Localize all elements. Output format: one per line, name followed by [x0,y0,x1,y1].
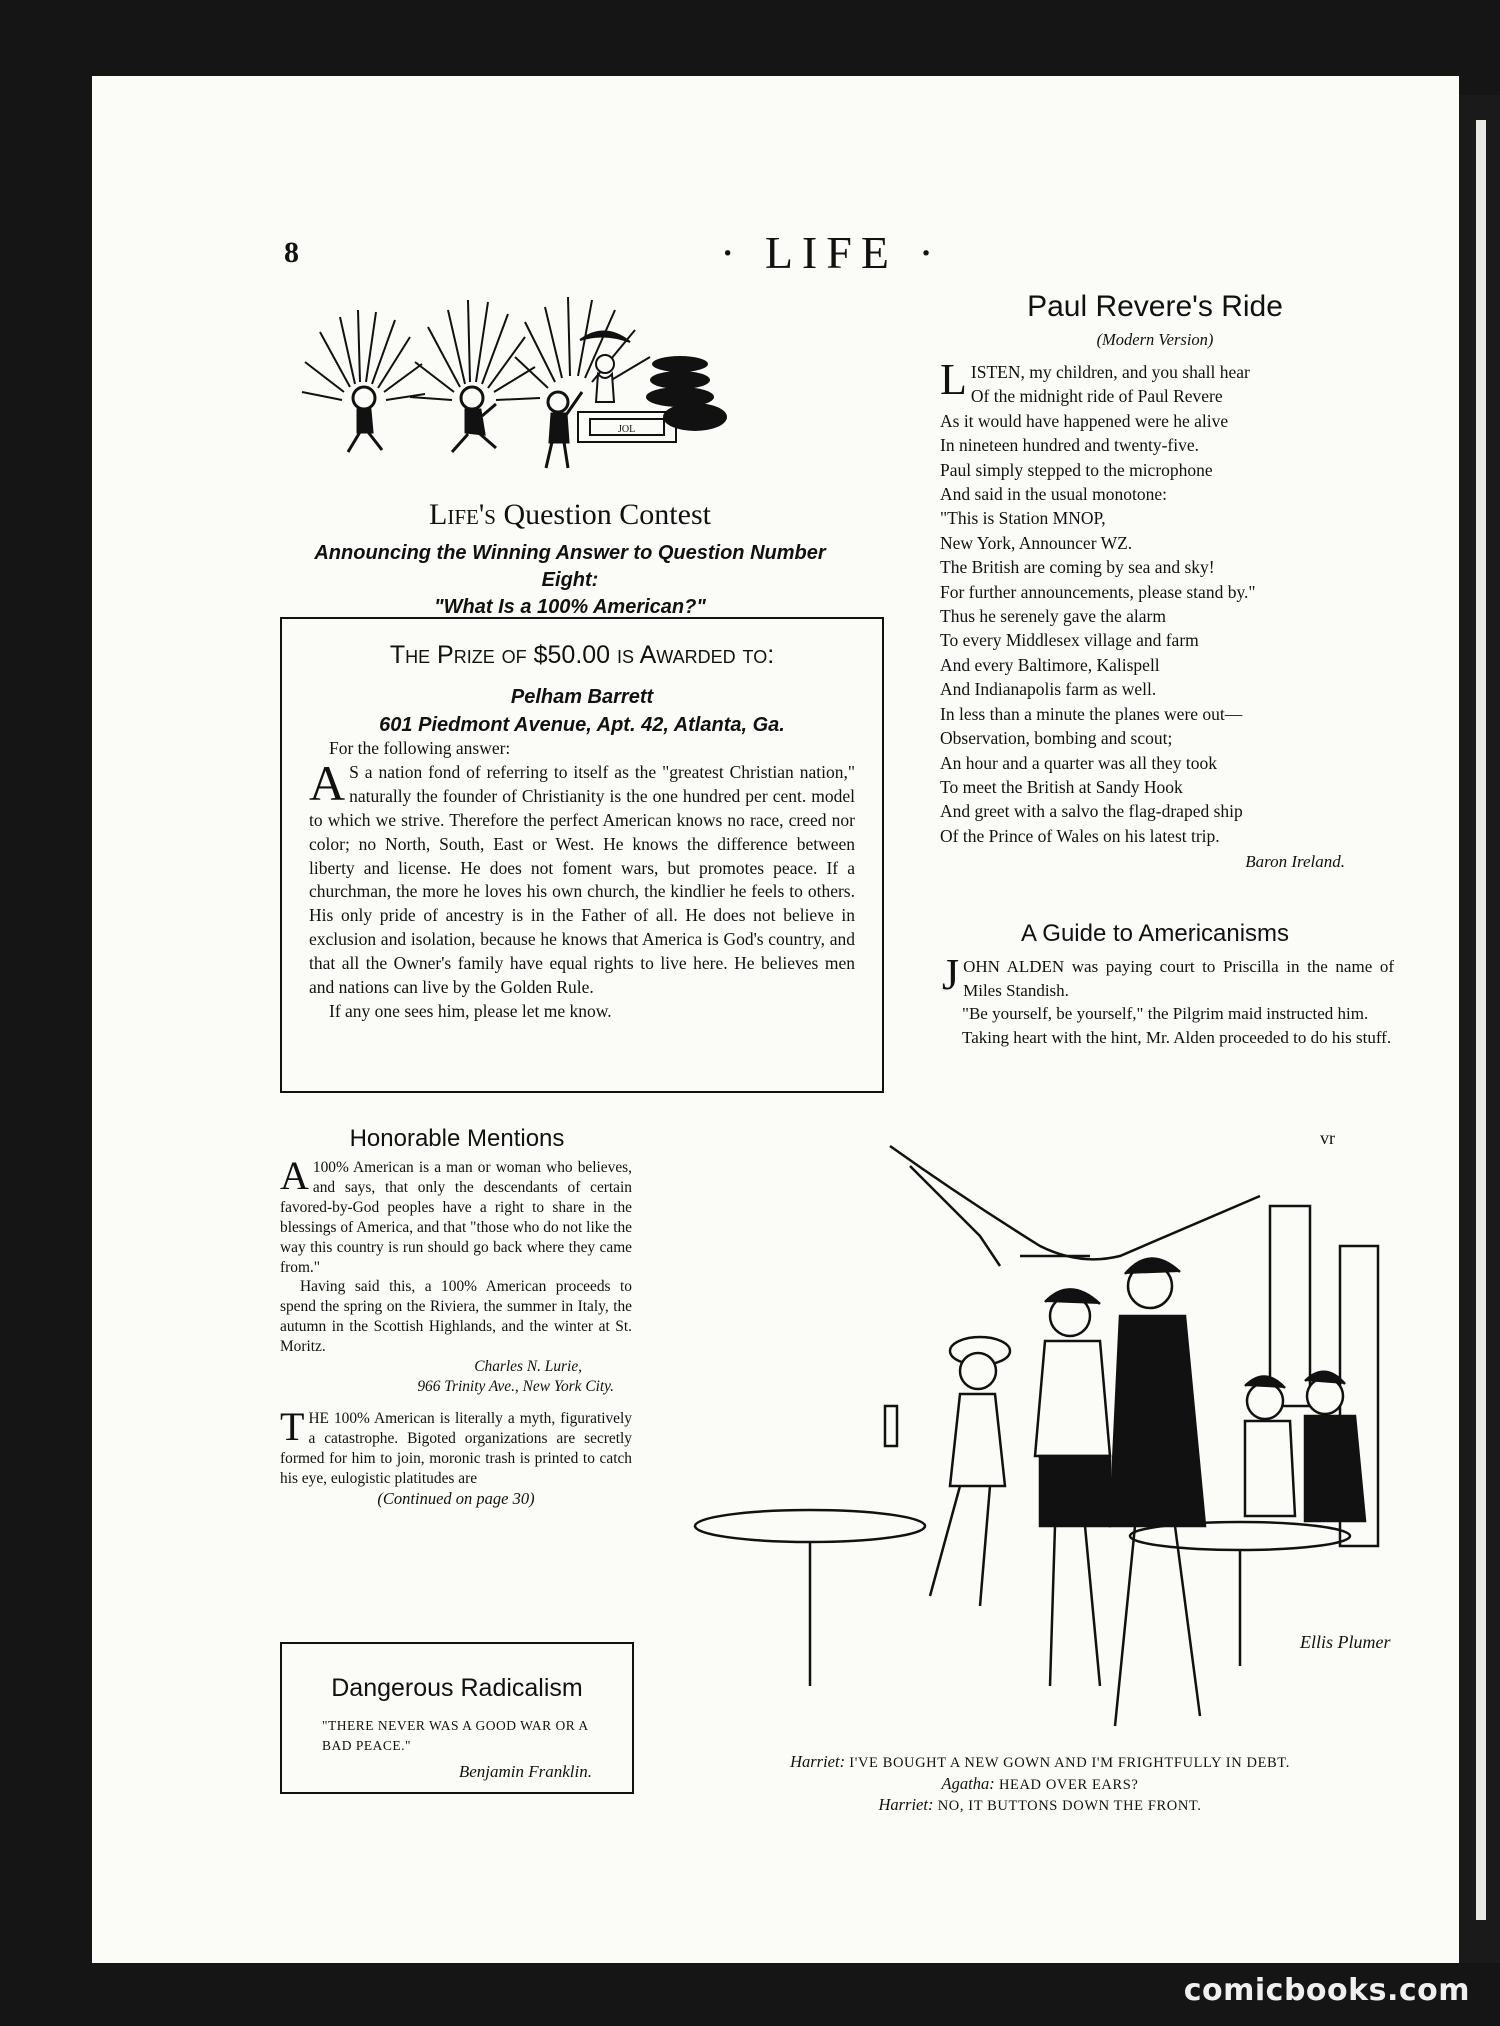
poem-body [940,355,1370,848]
caption-text: I'VE BOUGHT A NEW GOWN AND I'M FRIGHTFULLY IN DEBT. [849,1755,1290,1771]
cartoon-caption [700,1752,1380,1817]
answer-text: S a nation fond of referring to itself as the "greatest Christian nation," naturally the founder of Christianity is the one hundred per cent. model to which we strive. Therefore the perfect American knows no race, creed nor color; no North, South, East or West. He knows the difference between liberty and license. He does not foment wars, but promotes peace. If a churchman, the more he loves his own church, the kindlier he feels to others. His only pride of ancestry is in the Father of all. He does not believe in exclusion and isolation, because he knows that America is God's country, and that all the Owner's family have equal rights to live here. He believes men and nations can live by the Golden Rule. [309,761,855,998]
poem-line: And said in the usual monotone: [940,484,1167,505]
door-frame [1270,1206,1310,1406]
poem-line: The British are coming by sea and sky! [940,557,1215,578]
contest-title [285,498,855,532]
poem-line: And Indianapolis farm as well. [940,679,1157,700]
guide-p2: "Be yourself, be yourself," the Pilgrim maid instructed him. [962,1004,1369,1023]
poem-line: And every Baltimore, Kalispell [940,654,1160,675]
poem-line: And greet with a salvo the flag-draped ship [940,801,1243,822]
poem-dropcap: L [940,355,967,404]
poem-line: "This is Station MNOP, [940,508,1106,529]
cafe-table-left [695,1510,925,1542]
poem-line: For further announcements, please stand by." [940,581,1256,602]
poem-subtitle: (Modern Version) [1096,330,1214,349]
figure-crowning-cupid [546,392,582,468]
poem-line: New York, Announcer WZ. [940,532,1133,553]
continued-note: (Continued on page 30) [377,1488,535,1508]
contest-title-prefix: Life's [429,498,496,531]
radicalism-attribution: Benjamin Franklin. [458,1762,592,1781]
contest-title-rest: Question Contest [495,498,711,531]
caption-speaker: Agatha: [941,1773,995,1793]
radiance-middle [410,300,540,400]
honorable-p1 [280,1153,632,1277]
poem-line: Observation, bombing and scout; [940,728,1173,749]
seated-woman-left [930,1337,1010,1606]
caption-line [700,1774,1380,1796]
caption-text: HEAD OVER EARS? [998,1776,1139,1793]
awning-fold [910,1166,1000,1266]
poem-line: To meet the British at Sandy Hook [940,776,1183,797]
honorable-p1-dropcap: A [280,1153,309,1198]
radicalism-quote: "THERE NEVER WAS A GOOD WAR OR A BAD PEACE." [322,1718,588,1753]
guide-title: A Guide to Americanisms [1020,920,1290,947]
answer-intro: For the following answer: [329,738,511,758]
page-number: 8 [284,236,299,269]
next-page-sliver [1476,120,1486,1920]
masthead: · LIFE · [720,227,943,278]
winner-name: Pelham Barrett [510,686,654,708]
walking-figure-2 [452,387,496,452]
honorable-attr-name: Charles N. Lurie, [474,1358,582,1376]
radicalism-box [280,1642,634,1794]
poem-line: In nineteen hundred and twenty-five. [940,435,1200,456]
honorable-attr-address: 966 Trinity Ave., New York City. [417,1377,614,1395]
walking-figure-1 [348,387,382,452]
honorable-p1-text: 100% American is a man or woman who believes, and says, that only the descendants of certain favored-by-God peoples have a right to share in the blessings of America, and that "those who do not like the way this country is run should go back where they came from." [280,1159,632,1276]
standing-woman-scarf [1035,1289,1110,1686]
poem-title: Paul Revere's Ride [1027,290,1283,323]
winning-answer [309,737,855,1024]
poem-line: To every Middlesex village and farm [940,630,1199,651]
standing-woman-dark-coat [1110,1258,1205,1726]
contest-subtitle-line1: Announcing the Winning Answer to Question Number Eight: [314,542,826,591]
honorable-p3-dropcap: T [280,1403,305,1449]
caption-speaker: Harriet: [790,1752,846,1771]
prize-box [280,617,884,1093]
caption-line [700,1752,1380,1774]
poem-line: Paul simply stepped to the microphone [940,459,1213,480]
poem-line-text: Of the midnight ride of Paul Revere [970,386,1223,407]
poem-line [940,384,1370,408]
answer-dropcap: A [309,754,346,811]
poem-line: Of the Prince of Wales on his latest trip. [940,825,1220,846]
poem-attribution: Baron Ireland. [1245,852,1345,871]
guide-p1-text: OHN ALDEN was paying court to Priscilla in the name of Miles Standish. [963,957,1394,1000]
watermark: comicbooks.com [1183,1973,1470,2008]
candle [885,1406,897,1446]
poem-line-text: ISTEN, my children, and you shall hear [970,362,1250,382]
poem-line: As it would have happened were he alive [940,410,1229,431]
artist-signature: Ellis Plumer [1300,1632,1391,1652]
honorable-title: Honorable Mentions [349,1125,565,1152]
winner-info [282,683,882,739]
caption-text: NO, IT BUTTONS DOWN THE FRONT. [937,1798,1202,1814]
poem-line: An hour and a quarter was all they took [940,752,1218,773]
cafe-cartoon [660,1126,1391,1766]
answer-paragraph [309,754,855,1000]
winner-address: 601 Piedmont Avenue, Apt. 42, Atlanta, Ga. [379,714,785,736]
guide-dropcap: J [942,950,960,999]
caption-speaker: Harriet: [878,1795,934,1814]
contest-subtitle [285,540,855,621]
poem-line: In less than a minute the planes were out— [940,703,1243,724]
guide-p3: Taking heart with the hint, Mr. Alden proceeded to do his stuff. [962,1027,1392,1047]
corner-mark: vr [1320,1128,1335,1148]
poem-line: Thus he serenely gave the alarm [940,606,1166,627]
svg-text:JOL: JOL [618,424,636,435]
caption-line [700,1795,1380,1817]
honorable-body [280,1153,632,1508]
honorable-p2: Having said this, a 100% American proceeds to spend the spring on the Riviera, the summer in Italy, the autumn in the Scottish Highlands, and the winter at St. Moritz. [280,1278,632,1356]
prize-title: The Prize of $50.00 is Awarded to: [389,641,775,669]
contest-subtitle-line2: "What Is a 100% American?" [434,596,706,618]
guide-p1 [942,950,1394,1002]
radicalism-title: Dangerous Radicalism [331,1674,583,1702]
guide-body [942,950,1394,1049]
contest-illustration [300,292,730,484]
honorable-p3-text: HE 100% American is literally a myth, figuratively a catastrophe. Bigoted organizations are secretly formed for him to join, moronic trash is printed to catch his eye, eulogistic platitudes are [280,1409,632,1487]
honorable-p3 [280,1403,632,1489]
seated-couple-right [1245,1372,1365,1521]
answer-closing: If any one sees him, please let me know. [329,1000,612,1021]
